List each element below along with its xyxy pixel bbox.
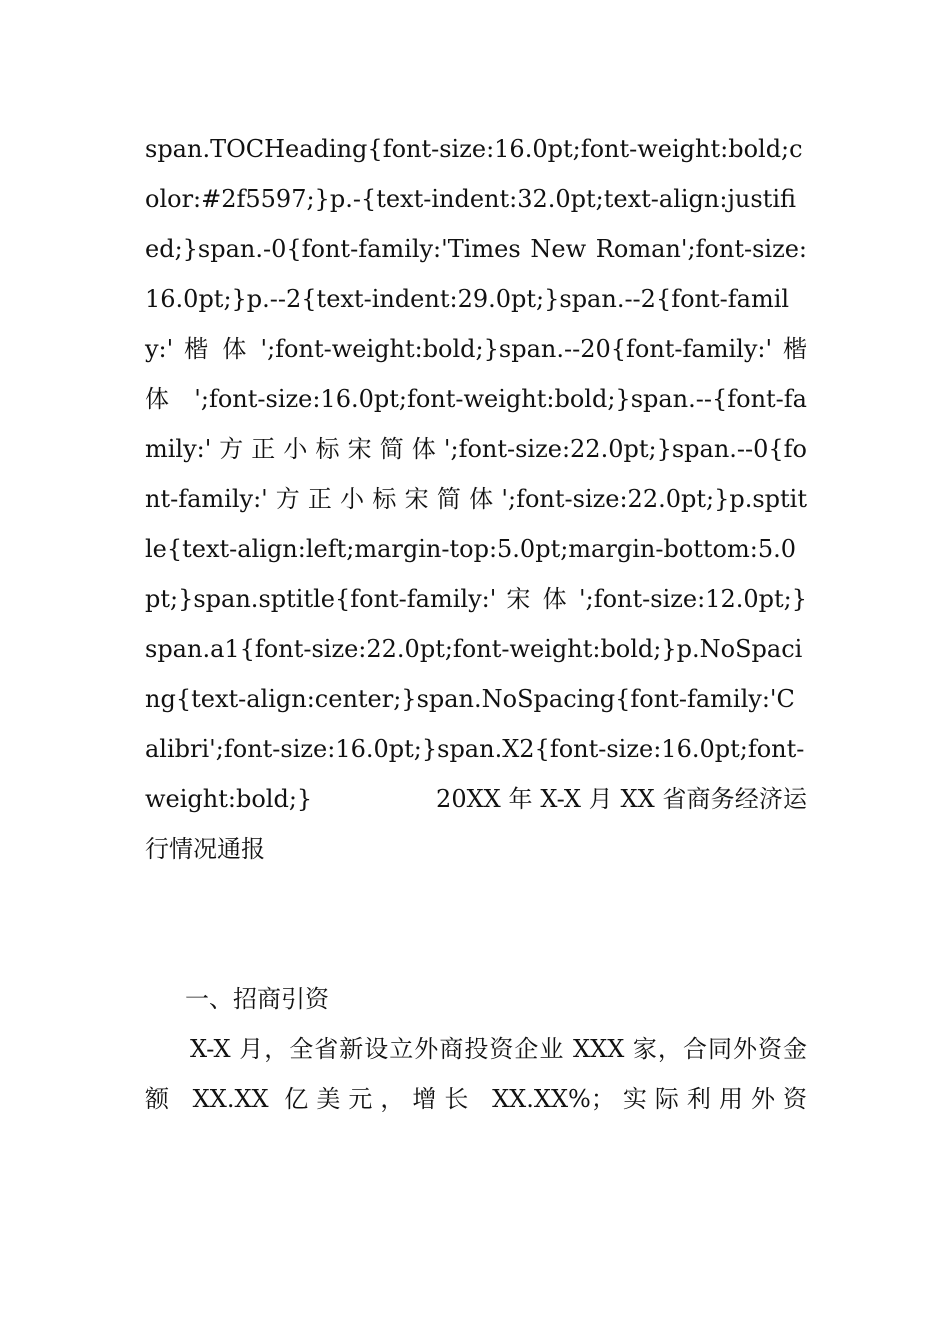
document-title: 20XX 年 X-X 月 XX 省商务经济运行情况通报 xyxy=(145,785,807,863)
css-text-block xyxy=(145,124,807,874)
document-content xyxy=(145,124,807,1124)
body-paragraph: X-X 月，全省新设立外商投资企业 XXX 家，合同外资金额 XX.XX 亿美元，增长 XX.XX%；实际利用外资 xyxy=(145,1035,807,1113)
css-text: span.TOCHeading{font-size:16.0pt;font-weight:bold;color:#2f5597;}p.-{text-indent:32.0pt;text-align:justified;}span.-0{font-family:'Times New Roman';font-size:16.0pt;}p.--2{text-indent:29.0pt;}span.--2{font-family:' 楷 体 ';font-weight:bold;}span.--20{font-family:' 楷 体 ';font-size:16.0pt;font-weight:bold;}span.--{font-family:' 方 正 小 标 宋 简 体 ';font-size:22.0pt;}span.--0{font-family:' 方 正 小 标 宋 简 体 ';font-size:22.0pt;}p.sptitle{text-align:left;margin-top:5.0pt;margin-bottom:5.0pt;}span.sptitle{font-family:' 宋 体 ';font-size:12.0pt;}span.a1{font-size:22.0pt;font-weight:bold;}p.NoSpacing{text-align:center;}span.NoSpacing{font-family:'Calibri';font-size:16.0pt;}span.X2{font-size:16.0pt;font-weight:bold;} xyxy=(145,135,807,813)
section-heading: 一、招商引资 xyxy=(185,985,329,1013)
